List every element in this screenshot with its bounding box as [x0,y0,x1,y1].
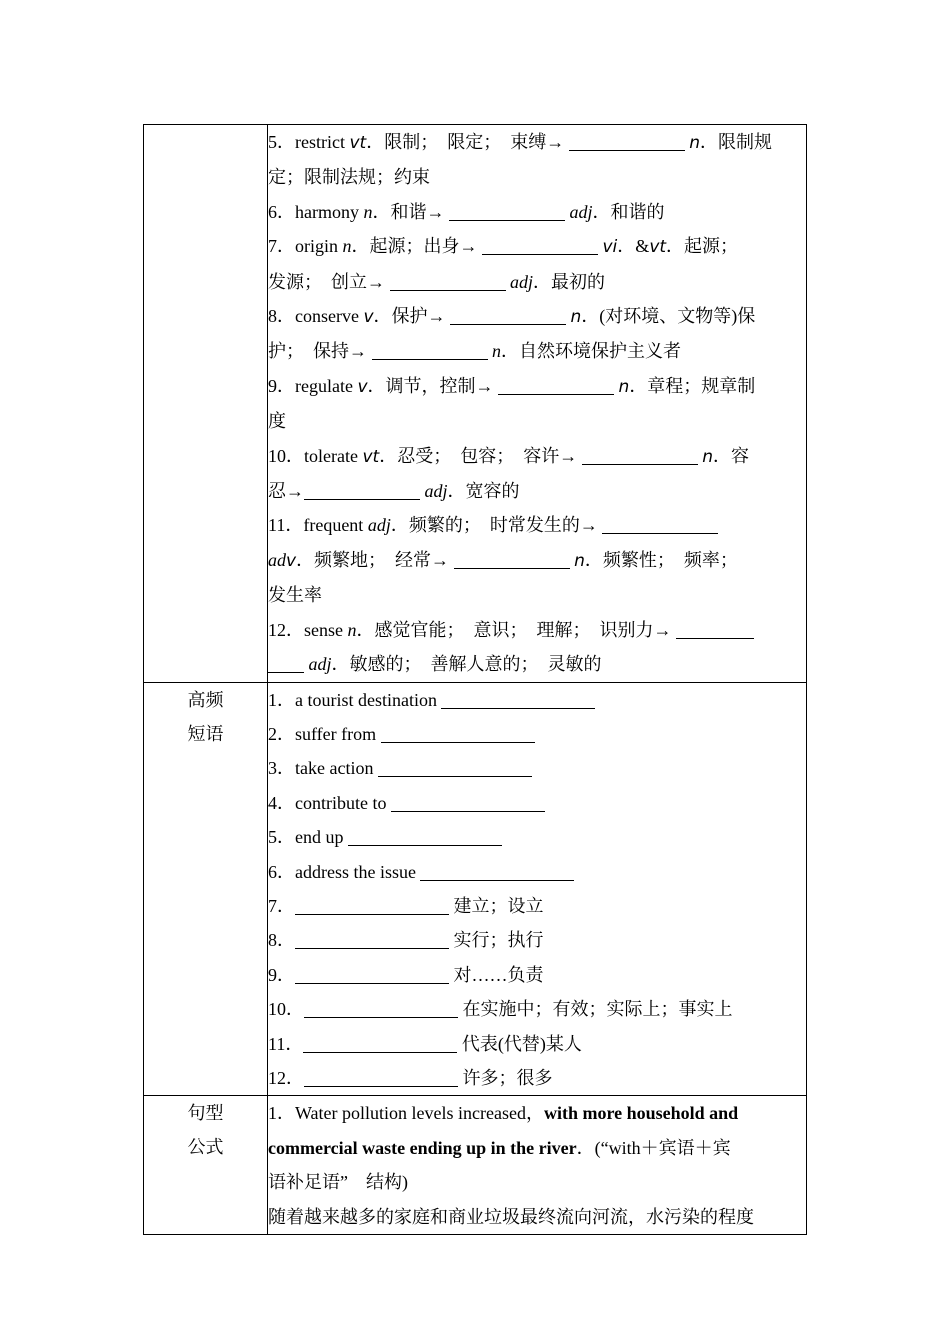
answer-blank[interactable] [304,481,420,500]
phrases-label-line-2: 短语 [187,723,224,744]
phrase-item-1: 1．a tourist destination [268,683,806,717]
sentence-label-cell [144,1096,268,1235]
answer-blank[interactable] [441,690,595,709]
worksheet-table [143,124,807,1235]
answer-blank[interactable] [372,341,488,360]
phrase-item-11: 11． 代表(代替)某人 [268,1033,582,1054]
answer-blank[interactable] [268,654,304,673]
answer-blank[interactable] [391,793,545,812]
phrase-item-7: 7． 建立；设立 [268,895,544,916]
phrase-item-8: 8． 实行；执行 [268,930,544,951]
phrases-label-line-1: 高频 [187,689,224,710]
phrase-item-3: 3．take action [268,751,806,785]
sentence-row [144,1096,807,1235]
vocab-item-11: 11．frequent adj．频繁的； 时常发生的→ adv．频繁地； 经常→ n．频繁性； 频率； 发生率 [268,515,738,606]
answer-blank[interactable] [498,376,614,395]
vocab-item-7: 7．origin n．起源；出身→ vi．&vt．起源； 发源； 创立→ adj．最初的 [268,236,739,292]
phrases-label-cell [144,682,268,1096]
vocab-label-cell [144,125,268,683]
answer-blank[interactable] [482,236,598,255]
sentence-content-cell [268,1096,807,1235]
vocab-item-6: 6．harmony n．和谐→ adj．和谐的 [268,201,665,222]
phrase-item-10: 10． 在实施中；有效；实际上；事实上 [268,999,733,1020]
answer-blank[interactable] [295,930,449,949]
answer-blank[interactable] [390,272,506,291]
phrases-row [144,682,807,1096]
answer-blank[interactable] [602,515,718,534]
vocab-item-12: 12．sense n．感觉官能； 意识； 理解； 识别力→ adj．敏感的； 善解人意的； 灵敏的 [268,613,806,682]
vocab-item-5: 5．restrict vt．限制； 限定； 束缚→ n．限制规定；限制法规；约束 [268,132,772,188]
phrase-item-6: 6．address the issue [268,855,806,889]
phrase-item-2: 2．suffer from [268,717,806,751]
sentence-item-1: 1．Water pollution levels increased，with more household and commercial waste ending up in the river．(“with＋宾语＋宾 语补足语” 结构) [268,1103,739,1193]
sentence-label-line-1: 句型 [187,1103,224,1124]
vocab-content-cell [268,125,807,683]
phrase-item-9: 9． 对……负责 [268,964,544,985]
vocab-item-8: 8．conserve v．保护→ n．(对环境、文物等)保 护； 保持→ n．自然环境保护主义者 [268,306,756,362]
answer-blank[interactable] [381,724,535,743]
answer-blank[interactable] [303,1034,457,1053]
answer-blank[interactable] [295,965,449,984]
sentence-label-line-2: 公式 [187,1137,224,1158]
answer-blank[interactable] [449,202,565,221]
answer-blank[interactable] [676,620,754,639]
answer-blank[interactable] [378,758,532,777]
vocab-item-9: 9．regulate v．调节，控制→ n．章程；规章制 度 [268,375,756,432]
answer-blank[interactable] [569,132,685,151]
answer-blank[interactable] [295,896,449,915]
answer-blank[interactable] [450,306,566,325]
phrase-item-5: 5．end up [268,820,806,854]
phrase-item-4: 4．contribute to [268,786,806,820]
sentence-translation: 随着越来越多的家庭和商业垃圾最终流向河流，水污染的程度 [268,1206,754,1227]
answer-blank[interactable] [348,827,502,846]
answer-blank[interactable] [304,999,458,1018]
vocab-item-10: 10．tolerate vt．忍受； 包容； 容许→ n．容 忍→ adj．宽容的 [268,445,749,502]
answer-blank[interactable] [454,550,570,569]
answer-blank[interactable] [582,446,698,465]
vocab-row [144,125,807,683]
phrases-content-cell [268,682,807,1096]
phrase-item-12: 12． 许多；很多 [268,1067,553,1088]
answer-blank[interactable] [420,862,574,881]
answer-blank[interactable] [304,1068,458,1087]
